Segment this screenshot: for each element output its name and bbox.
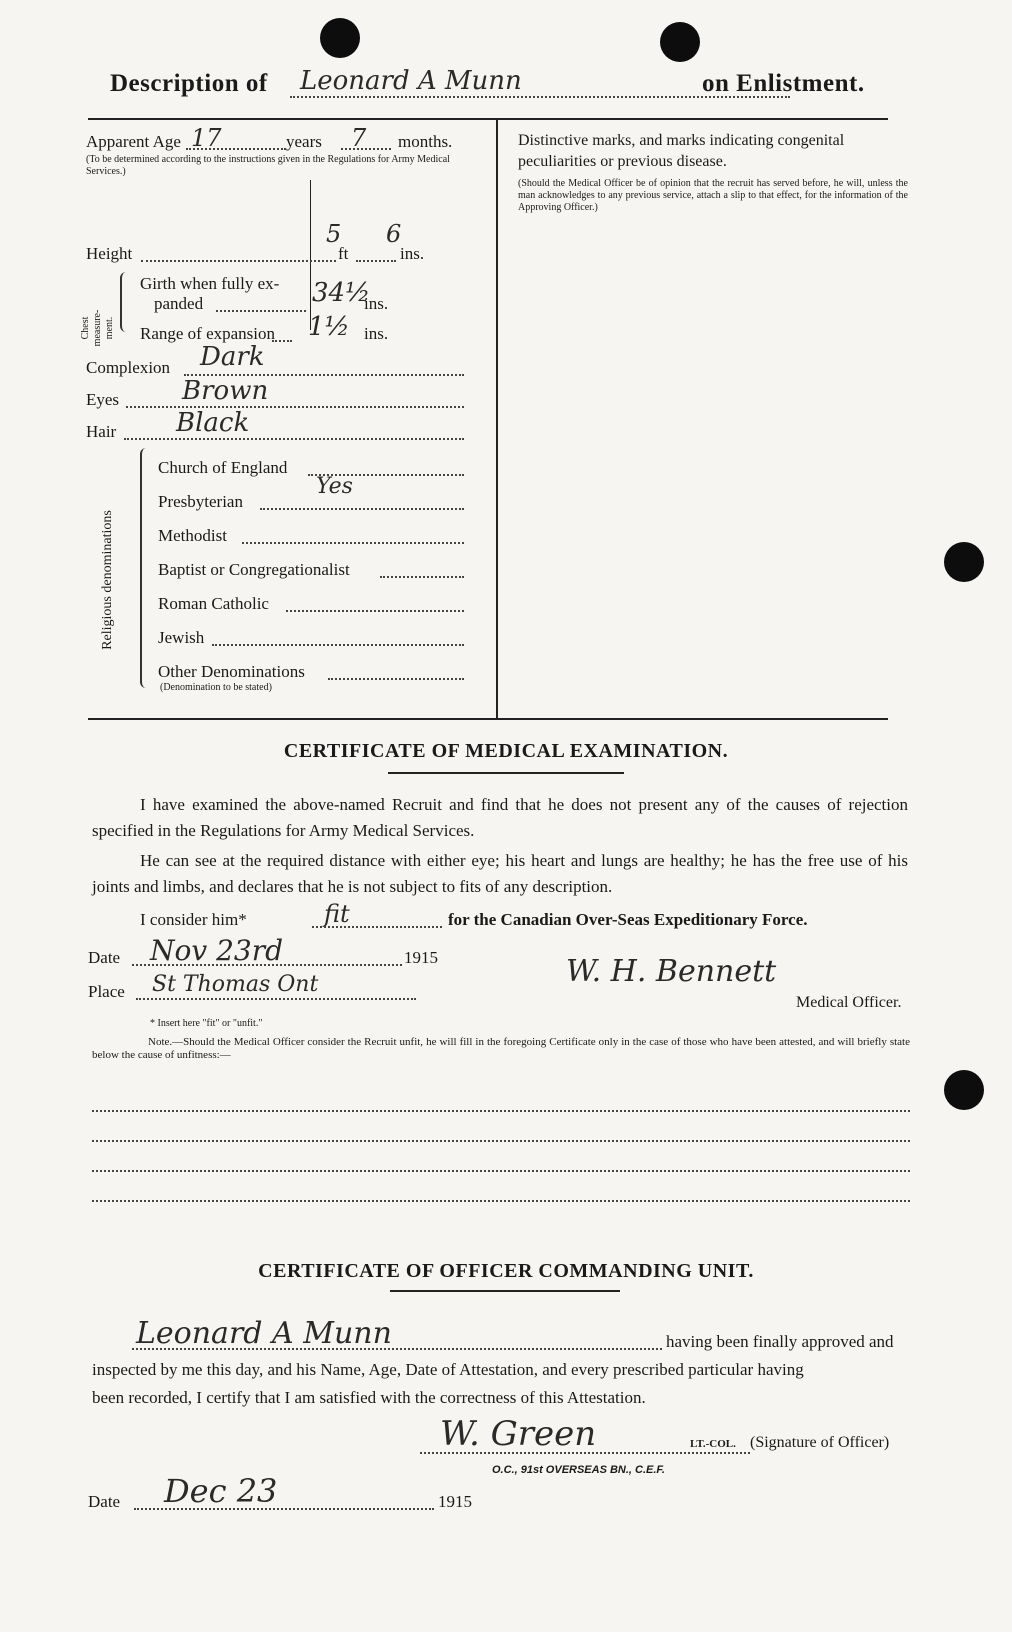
denomination-note: (Denomination to be stated) xyxy=(160,682,272,693)
eyes-value: Brown xyxy=(182,376,269,406)
commanding-line1-rest: having been finally approved and xyxy=(666,1332,894,1351)
punch-hole-top-right xyxy=(660,22,700,62)
fitness-value: fit xyxy=(324,900,350,928)
commanding-date-value: Dec 23 xyxy=(164,1472,278,1510)
rank-stamp: LT.-COL. xyxy=(690,1438,736,1450)
ft-label: ft xyxy=(338,244,349,263)
commanding-line2: inspected by me this day, and his Name, Age, Date of Attestation, and every prescribed particular having xyxy=(92,1360,804,1379)
height-ft-value: 5 xyxy=(326,220,342,248)
denomination-church-of-england: Church of England xyxy=(158,458,288,477)
commanding-year: 1915 xyxy=(438,1492,472,1511)
girth-value: 34½ xyxy=(312,278,371,308)
denomination-presbyterian: Presbyterian xyxy=(158,492,243,511)
complexion-label: Complexion xyxy=(86,358,171,377)
medical-place-label: Place xyxy=(88,982,125,1001)
years-label: years xyxy=(286,132,322,151)
unfitness-line-4 xyxy=(92,1200,910,1202)
denomination-baptist: Baptist or Congregationalist xyxy=(158,560,350,579)
column-divider xyxy=(496,120,498,718)
commanding-officer-signature: W. Green xyxy=(440,1414,597,1454)
girth-ins-label: ins. xyxy=(364,294,389,313)
hair-label: Hair xyxy=(86,422,117,441)
commanding-line3: been recorded, I certify that I am satisfied with the correctness of this Attestation. xyxy=(92,1388,646,1407)
age-note: (To be determined according to the instructions given in the Regulations for Army Medical Services.) xyxy=(86,154,450,177)
consider-label: I consider him* xyxy=(140,910,247,929)
expansion-value: 1½ xyxy=(308,312,350,342)
unfitness-line-1 xyxy=(92,1110,910,1112)
height-in-value: 6 xyxy=(386,220,402,248)
signature-of-officer-label: (Signature of Officer) xyxy=(750,1434,890,1451)
denomination-jewish: Jewish xyxy=(158,628,205,647)
medical-heading-underline xyxy=(388,772,624,774)
chest-measurement-label: Chest measure-ment. xyxy=(80,309,115,347)
hair-value: Black xyxy=(176,408,250,438)
medical-date-value: Nov 23rd xyxy=(150,934,284,967)
insert-fit-note: * Insert here "fit" or "unfit." xyxy=(150,1018,263,1029)
expansion-label: Range of expansion xyxy=(140,324,276,343)
medical-place-line xyxy=(88,970,488,1004)
unfitness-line-2 xyxy=(92,1140,910,1142)
force-label: for the Canadian Over-Seas Expeditionary Force. xyxy=(448,910,808,929)
medical-certificate-heading: CERTIFICATE OF MEDICAL EXAMINATION. xyxy=(283,740,729,762)
commanding-heading-underline xyxy=(390,1290,620,1292)
bottom-rule xyxy=(88,718,888,720)
distinctive-marks-section xyxy=(518,130,908,214)
top-rule xyxy=(88,118,888,120)
punch-hole-top-left xyxy=(320,18,360,58)
description-section xyxy=(80,124,486,718)
height-label: Height xyxy=(86,244,133,263)
age-years-value: 17 xyxy=(191,124,222,152)
medical-officer-label: Medical Officer. xyxy=(796,994,902,1011)
note-text: —Should the Medical Officer consider the Recruit unfit, he will fill in the foregoing Certificate only in the case of those who have been attested, and will briefly state below the cause of unfitness:— xyxy=(92,1036,910,1061)
ins-label: ins. xyxy=(400,244,425,263)
commanding-certificate-body xyxy=(92,1310,912,1410)
presbyterian-mark: Yes xyxy=(316,474,353,499)
recruit-name-handwritten: Leonard A Munn xyxy=(300,66,522,96)
distinctive-marks-title: Distinctive marks, and marks indicating congenital peculiarities or previous disease. xyxy=(518,132,845,170)
commanding-date-label: Date xyxy=(88,1492,121,1511)
medical-place-value: St Thomas Ont xyxy=(152,972,319,997)
commanding-date-line xyxy=(88,1472,488,1512)
unfitness-line-3 xyxy=(92,1170,910,1172)
distinctive-marks-note: (Should the Medical Officer be of opinion that the recruit has served before, he will, unless the man acknowledges to any previous service, attach a slip to that effect, for the information of the Approving Officer.) xyxy=(518,178,908,213)
denomination-other: Other Denominations xyxy=(158,662,305,681)
medical-paragraph-2: He can see at the required distance with either eye; his heart and lungs are healthy; he has the free use of his joints and limbs, and declares that he is not subject to fits of any description. xyxy=(92,851,908,896)
months-label: months. xyxy=(398,132,453,151)
note-label: Note. xyxy=(148,1036,173,1048)
unit-stamp: O.C., 91st OVERSEAS BN., C.E.F. xyxy=(492,1464,665,1476)
age-months-value: 7 xyxy=(351,124,367,152)
expansion-ins-label: ins. xyxy=(364,324,389,343)
medical-certificate-body xyxy=(92,792,908,900)
medical-date-label: Date xyxy=(88,948,121,967)
girth-label-line2: panded xyxy=(154,294,204,313)
apparent-age-label: Apparent Age xyxy=(86,132,181,151)
medical-year: 1915 xyxy=(404,948,438,967)
denomination-roman-catholic: Roman Catholic xyxy=(158,594,269,613)
punch-hole-right-middle xyxy=(944,542,984,582)
medical-officer-signature: W. H. Bennett xyxy=(566,954,777,989)
medical-date-line xyxy=(88,936,488,970)
medical-paragraph-1: I have examined the above-named Recruit and find that he does not present any of the causes of rejection specified in the Regulations for Army Medical Services. xyxy=(92,795,908,840)
eyes-label: Eyes xyxy=(86,390,120,409)
unfitness-note xyxy=(92,1036,910,1062)
denomination-methodist: Methodist xyxy=(158,526,227,545)
commanding-recruit-name: Leonard A Munn xyxy=(136,1316,392,1351)
complexion-value: Dark xyxy=(200,342,265,372)
girth-label-line1: Girth when fully ex- xyxy=(140,274,280,293)
punch-hole-right-lower xyxy=(944,1070,984,1110)
title-suffix: on Enlistment. xyxy=(702,70,865,97)
religious-denominations-label: Religious denominations xyxy=(100,510,115,650)
page-title xyxy=(110,66,890,102)
title-prefix: Description of xyxy=(110,70,268,97)
commanding-certificate-heading: CERTIFICATE OF OFFICER COMMANDING UNIT. xyxy=(258,1260,754,1282)
fitness-line xyxy=(92,900,912,936)
